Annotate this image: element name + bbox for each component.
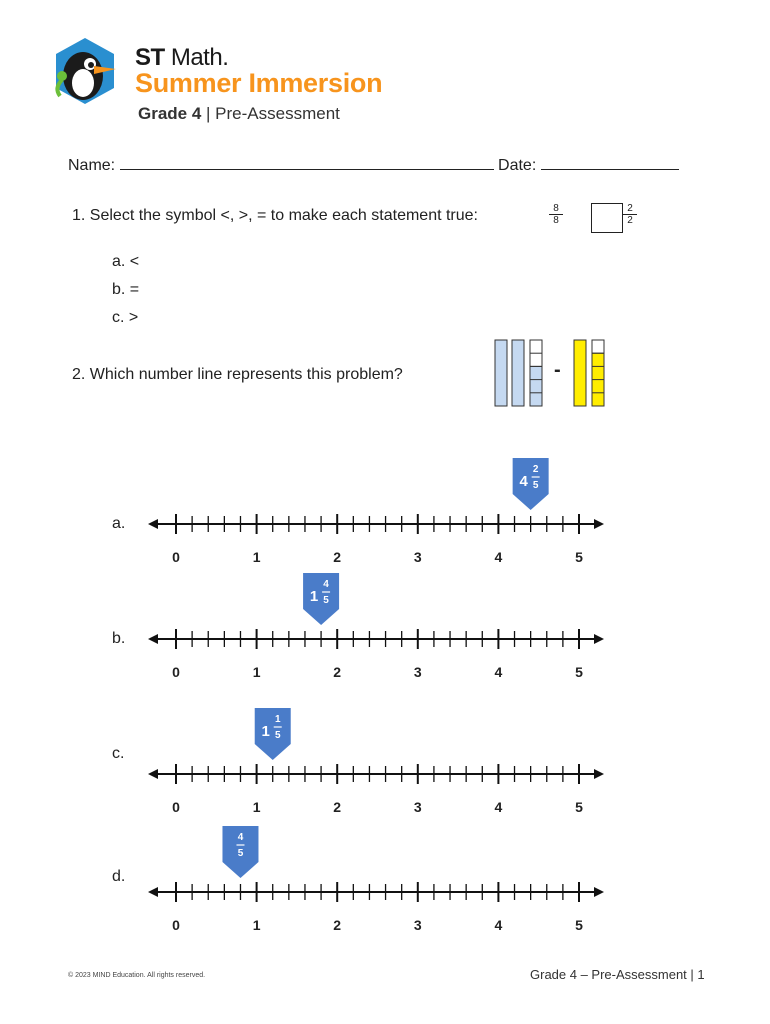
brand-subtitle: Summer Immersion <box>135 68 383 98</box>
number-line-c[interactable] <box>140 700 620 825</box>
number-line-d[interactable] <box>140 818 620 943</box>
tick-label: 5 <box>575 664 583 680</box>
fraction-left <box>549 203 563 226</box>
right-arrow-icon <box>594 887 604 897</box>
question-2-text: 2. Which number line represents this problem? <box>72 366 403 383</box>
name-label: Name: <box>68 157 116 174</box>
right-arrow-icon <box>594 634 604 644</box>
tick-label: 1 <box>252 799 261 815</box>
tick-label: 3 <box>413 799 422 815</box>
marker-denominator: 5 <box>237 848 244 859</box>
right-arrow-icon <box>594 519 604 529</box>
tick-label: 0 <box>172 664 180 680</box>
comparison-answer-box[interactable] <box>591 203 623 233</box>
tick-label: 0 <box>172 799 180 815</box>
q1-option-b[interactable]: b. = <box>112 281 140 298</box>
brand-light: Math. <box>170 44 229 71</box>
tick-label: 2 <box>333 664 342 680</box>
marker-whole: 4 <box>519 473 528 490</box>
grade-heading <box>138 104 340 124</box>
fraction-left-numerator: 8 <box>553 203 559 214</box>
value-marker <box>255 708 291 760</box>
copyright-text: © 2023 MIND Education. All rights reserved. <box>68 972 206 979</box>
marker-whole: 1 <box>261 723 270 740</box>
brand-bold: ST <box>135 44 165 71</box>
left-arrow-icon <box>148 634 158 644</box>
yellow-partial-bar <box>592 340 604 406</box>
date-label: Date: <box>498 157 537 174</box>
tick-label: 4 <box>494 917 503 933</box>
name-field[interactable] <box>120 155 494 170</box>
value-marker <box>303 573 339 625</box>
name-date-line <box>68 155 679 175</box>
marker-numerator: 4 <box>237 832 244 843</box>
q1-option-c[interactable]: c. > <box>112 309 139 326</box>
tick-label: 4 <box>494 549 503 565</box>
yellow-whole-bar <box>574 340 586 406</box>
grade-label: Grade 4 <box>138 104 202 123</box>
blue-whole-bar-2 <box>512 340 524 406</box>
marker-denominator: 5 <box>323 595 329 606</box>
q2-option-a-label[interactable]: a. <box>112 515 126 532</box>
right-arrow-icon <box>594 769 604 779</box>
tick-label: 4 <box>494 664 503 680</box>
date-field[interactable] <box>541 155 679 170</box>
fraction-right-denominator: 2 <box>623 214 637 226</box>
tick-label: 1 <box>252 664 261 680</box>
fraction-bar-model <box>490 336 620 412</box>
value-marker <box>513 458 549 510</box>
number-line-b[interactable] <box>140 565 620 690</box>
tick-label: 1 <box>252 917 261 933</box>
assessment-label: | Pre-Assessment <box>201 104 340 123</box>
tick-label: 5 <box>575 549 583 565</box>
blue-partial-bar <box>530 340 542 406</box>
tick-label: 5 <box>575 917 583 933</box>
tick-label: 4 <box>494 799 503 815</box>
left-arrow-icon <box>148 887 158 897</box>
tick-label: 1 <box>252 549 261 565</box>
q2-option-b-label[interactable]: b. <box>112 630 126 647</box>
left-arrow-icon <box>148 769 158 779</box>
marker-numerator: 1 <box>274 714 281 725</box>
tick-label: 3 <box>413 664 422 680</box>
marker-numerator: 4 <box>323 579 329 590</box>
q1-option-a[interactable]: a. < <box>112 253 140 270</box>
minus-sign: - <box>554 359 561 381</box>
fraction-left-denominator: 8 <box>549 214 563 226</box>
question-1-text: 1. Select the symbol <, >, = to make each statement true: <box>72 207 478 224</box>
tick-label: 0 <box>172 917 180 933</box>
marker-whole: 1 <box>309 588 319 605</box>
tick-label: 3 <box>413 549 422 565</box>
marker-denominator: 5 <box>274 730 281 741</box>
blue-whole-bar-1 <box>495 340 507 406</box>
tick-label: 5 <box>575 799 583 815</box>
fraction-right-numerator: 2 <box>627 203 633 214</box>
number-line-a[interactable] <box>140 450 620 575</box>
tick-label: 2 <box>333 549 342 565</box>
tick-label: 2 <box>333 917 342 933</box>
fraction-right <box>623 203 637 226</box>
value-marker <box>222 826 258 878</box>
penguin-logo-icon <box>50 36 120 106</box>
marker-denominator: 5 <box>532 480 539 491</box>
q2-option-d-label[interactable]: d. <box>112 868 126 885</box>
q2-option-c-label[interactable]: c. <box>112 745 125 762</box>
page-footer: Grade 4 – Pre-Assessment | 1 <box>530 967 705 982</box>
tick-label: 2 <box>333 799 342 815</box>
left-arrow-icon <box>148 519 158 529</box>
tick-label: 0 <box>172 549 180 565</box>
marker-numerator: 2 <box>532 464 539 475</box>
tick-label: 3 <box>413 917 422 933</box>
